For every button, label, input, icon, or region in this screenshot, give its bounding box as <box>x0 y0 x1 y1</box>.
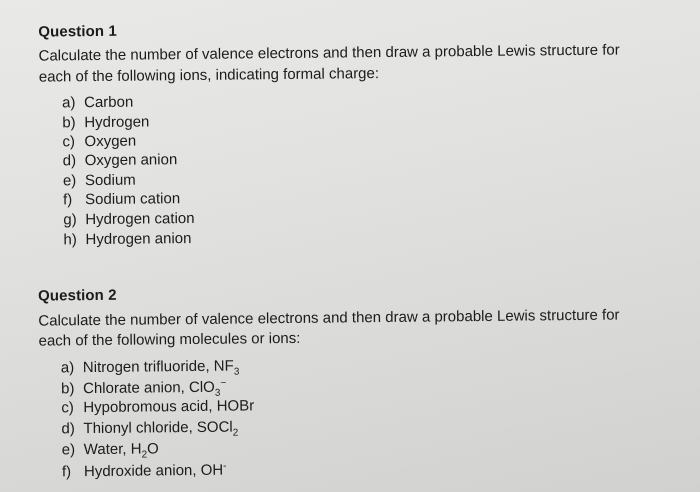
item-marker: e) <box>61 441 76 459</box>
item-marker: d) <box>61 420 75 438</box>
question-1-item <box>63 210 194 228</box>
item-text: Hydrogen anion <box>85 230 192 249</box>
item-charge: − <box>220 377 227 389</box>
item-text: Hydrogen <box>84 113 150 132</box>
item-marker: c) <box>61 399 74 417</box>
item-marker: f) <box>61 463 72 481</box>
item-text: Sodium <box>84 171 136 190</box>
question-1-prompt-line-2: each of the following ions, indicating formal charge: <box>38 65 380 86</box>
item-text: Nitrogen trifluoride, NF <box>82 357 234 377</box>
question-2-prompt-line-2: each of the following molecules or ions: <box>38 329 301 350</box>
question-1-item <box>62 94 133 112</box>
question-2-item <box>61 358 240 380</box>
item-subscript: 2 <box>232 427 239 439</box>
question-2-item <box>62 440 159 461</box>
item-marker: b) <box>60 380 75 398</box>
item-text: Oxygen <box>84 132 137 151</box>
item-marker: f) <box>63 191 73 209</box>
item-subscript: 3 <box>214 387 221 399</box>
question-1-item <box>63 151 178 169</box>
item-text: Carbon <box>83 93 134 112</box>
item-subscript: 3 <box>233 366 240 378</box>
item-text: Hypobromous acid, HOBr <box>83 397 255 417</box>
question-1-item <box>63 172 136 190</box>
question-1-prompt-line-1: Calculate the number of valence electrons and then draw a probable Lewis structure for <box>38 41 620 65</box>
question-2-heading: Question 2 <box>38 286 117 305</box>
item-marker: b) <box>62 114 76 132</box>
item-marker: g) <box>63 211 77 229</box>
item-text: Thionyl chloride, SOCl <box>83 418 233 438</box>
question-1-item <box>63 190 180 208</box>
question-1-item <box>62 133 136 151</box>
item-marker: a) <box>61 94 76 112</box>
question-1-item <box>63 230 191 248</box>
question-2-prompt-line-1: Calculate the number of valence electrons and then draw a probable Lewis structure for <box>38 306 620 330</box>
question-1-heading: Question 1 <box>38 22 117 41</box>
item-charge: - <box>223 460 227 472</box>
item-text: Chlorate anion, ClO <box>82 378 215 398</box>
item-text: Hydrogen cation <box>85 209 195 229</box>
question-2-item <box>61 397 254 416</box>
item-marker: e) <box>62 172 77 190</box>
item-text: Oxygen anion <box>84 151 178 170</box>
item-subscript: 2 <box>141 449 148 461</box>
item-text-tail: O <box>146 440 159 458</box>
question-2-item <box>61 419 238 441</box>
item-marker: a) <box>60 359 75 377</box>
item-text: Hydroxide anion, OH <box>83 461 224 481</box>
item-text: Water, H <box>83 440 142 459</box>
question-2-item <box>62 461 227 481</box>
item-marker: d) <box>62 152 77 170</box>
item-text: Sodium cation <box>85 190 181 209</box>
item-marker: c) <box>62 133 76 151</box>
item-marker: h) <box>63 231 77 249</box>
question-1-item <box>62 113 149 131</box>
